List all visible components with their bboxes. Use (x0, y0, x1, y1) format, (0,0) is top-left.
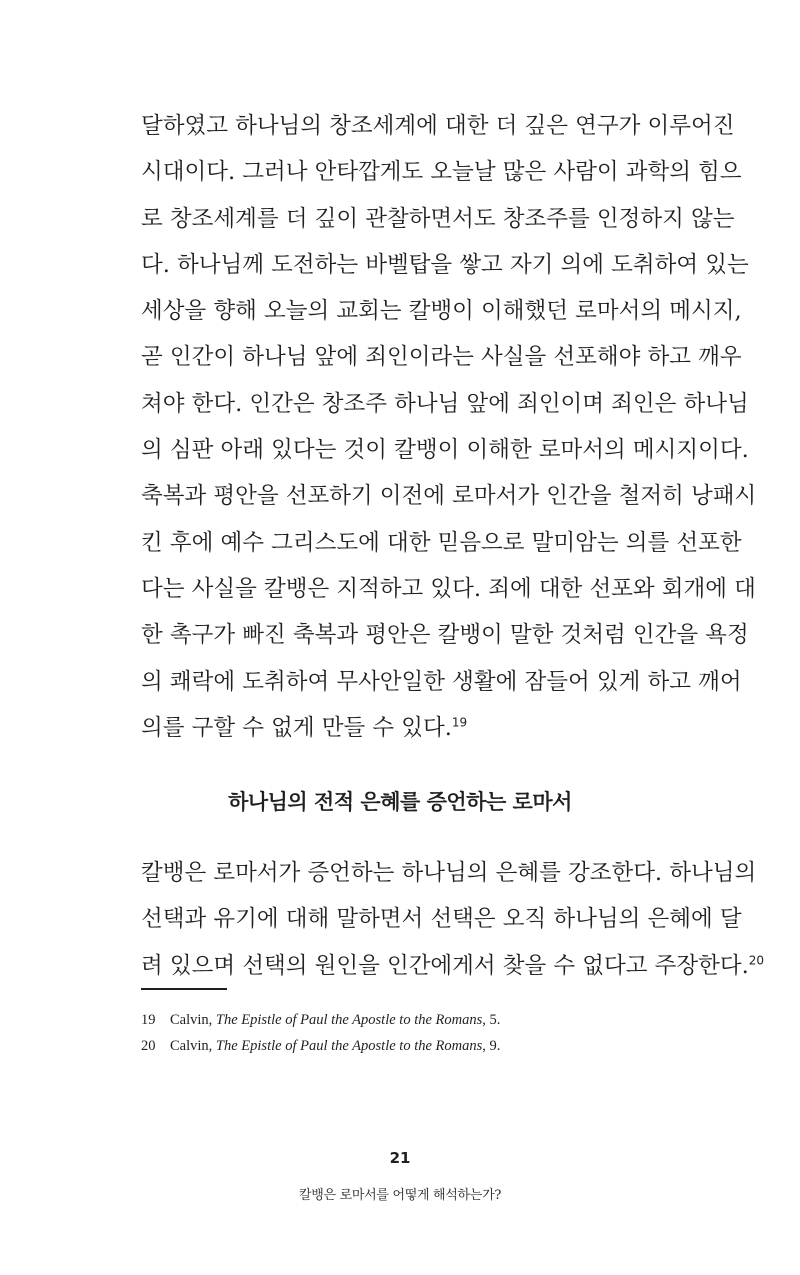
footnote-title: The Epistle of Paul the Apostle to the Romans (215, 1038, 483, 1054)
text-line: 로 창조세계를 더 깊이 관찰하면서도 창조주를 인정하지 않는 (141, 205, 735, 232)
footnotes (141, 1007, 686, 1059)
text-line: 달하였고 하나님의 창조세계에 대한 더 깊은 연구가 이루어진 (141, 113, 735, 139)
text-line: 시대이다. 그러나 안타깝게도 오늘날 많은 사람이 과학의 힘으 (141, 159, 742, 186)
footnote-item (141, 1007, 686, 1033)
text-line: 세상을 향해 오늘의 교회는 칼뱅이 이해했던 로마서의 메시지, (141, 298, 742, 325)
text-line: 한 촉구가 빠진 축복과 평안은 칼뱅이 말한 것처럼 인간을 욕정 (141, 622, 749, 649)
footnote-reference[interactable]: 20 (748, 953, 765, 968)
footnote-tail: , 9. (482, 1038, 501, 1054)
text-line: 쳐야 한다. 인간은 창조주 하나님 앞에 죄인이며 죄인은 하나님 (141, 390, 749, 417)
text-line: 다. 하나님께 도전하는 바벨탑을 쌓고 자기 의에 도취하여 있는 (141, 251, 749, 278)
footnote-number: 19 (141, 1012, 156, 1028)
text-line: 칼뱅은 로마서가 증언하는 하나님의 은혜를 강조한다. 하나님의 (141, 860, 757, 886)
footnote-number: 20 (141, 1038, 156, 1054)
footnote-title: The Epistle of Paul the Apostle to the Romans (215, 1012, 483, 1028)
text-line: 의 쾌락에 도취하여 무사안일한 생활에 잠들어 있게 하고 깨어 (141, 668, 742, 695)
text-line-content: 려 있으며 선택의 원인을 인간에게서 찾을 수 없다고 주장한다. (141, 952, 749, 979)
text-line: 축복과 평안을 선포하기 이전에 로마서가 인간을 철저히 낭패시 (141, 483, 757, 510)
text-line: 선택과 유기에 대해 말하면서 선택은 오직 하나님의 은혜에 달 (141, 906, 742, 933)
text-line-content: 의를 구할 수 없게 만들 수 있다. (141, 714, 452, 741)
text-line-last (141, 943, 765, 989)
text-line: 다는 사실을 칼뱅은 지적하고 있다. 죄에 대한 선포와 회개에 대 (141, 575, 756, 602)
footnote-divider (141, 988, 227, 990)
section-heading: 하나님의 전적 은혜를 증언하는 로마서 (228, 790, 572, 814)
text-line-last (141, 705, 686, 751)
footnote-author: Calvin, (170, 1012, 213, 1028)
body-paragraph-2 (141, 850, 765, 989)
page-number: 21 (389, 1149, 411, 1167)
footnote-reference[interactable]: 19 (451, 715, 468, 730)
footnote-author: Calvin, (170, 1038, 213, 1054)
footnote-tail: , 5. (482, 1012, 501, 1028)
text-line: 의 심판 아래 있다는 것이 칼뱅이 이해한 로마서의 메시지이다. (141, 437, 749, 464)
text-line: 곧 인간이 하나님 앞에 죄인이라는 사실을 선포해야 하고 깨우 (141, 344, 742, 371)
footnote-item (141, 1033, 686, 1059)
body-paragraph-1 (141, 103, 757, 751)
running-footer: 칼뱅은 로마서를 어떻게 해석하는가? (298, 1188, 502, 1203)
text-line: 킨 후에 예수 그리스도에 대한 믿음으로 말미암는 의를 선포한 (141, 529, 742, 556)
